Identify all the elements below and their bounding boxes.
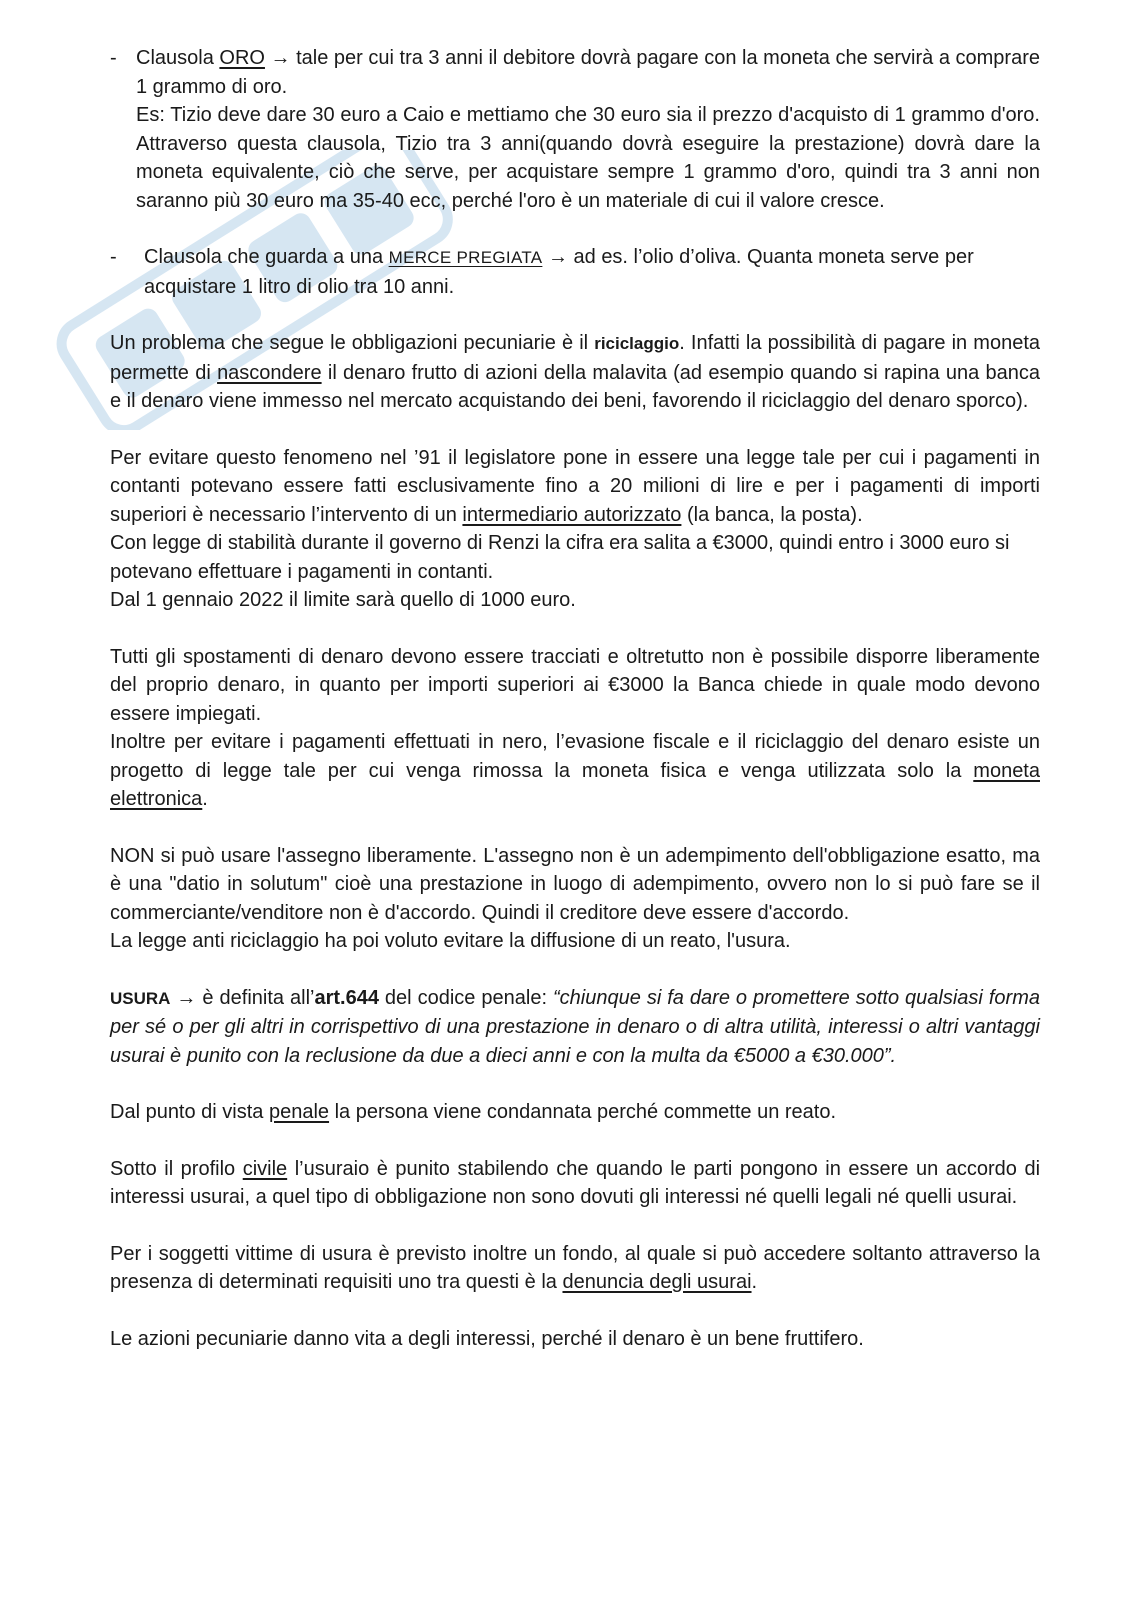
paragraph-usura: USURA → è definita all’art.644 del codice penale: “chiunque si fa dare o promettere sotto qualsiasi forma per sé o per gli altri in corrispettivo di una prestazione in denaro o di altra utilità, interessi o altri vantaggi usurai è punito con la reclusione da due a dieci anni e con la multa da €5000 a €30.000”. bbox=[110, 986, 1040, 1067]
term-moneta-elettronica: moneta elettronica bbox=[110, 759, 1040, 810]
paragraph-riciclaggio: Un problema che segue le obbligazioni pecuniarie è il riciclaggio. Infatti la possibilità di pagare in moneta permette di nascondere il denaro frutto di azioni della malavita (ad esempio quando si rapina una banca e il denaro viene immesso nel mercato acquistando dei beni, favorendo il riciclaggio del denaro sporco). bbox=[110, 332, 1040, 412]
term-usura: USURA bbox=[110, 988, 171, 1008]
arrow-icon: → bbox=[170, 986, 197, 1009]
term-civile: civile bbox=[242, 1157, 288, 1180]
paragraph-legge-91: Per evitare questo fenomeno nel ’91 il legislatore pone in essere una legge tale per cui i pagamenti in contanti potevano essere fatti esclusivamente fino a 20 milioni di lire e per i pagamenti di importi superiori è necessario l’intervento di un intermediario autorizzato (la banca, la posta). bbox=[110, 446, 1040, 526]
paragraph-moneta-elettronica: Inoltre per evitare i pagamenti effettuati in nero, l’evasione fiscale e il riciclaggio del denaro esiste un progetto di legge tale per cui venga rimossa la moneta fisica e venga utilizzata solo la moneta elettronica. bbox=[110, 731, 1040, 810]
document-page bbox=[110, 44, 1040, 1353]
term-denuncia: denuncia degli usurai bbox=[562, 1271, 752, 1293]
list-item-clausola-oro bbox=[110, 44, 1040, 215]
term-riciclaggio: riciclaggio bbox=[594, 334, 680, 353]
paragraph-legge-2022: Dal 1 gennaio 2022 il limite sarà quello di 1000 euro. bbox=[110, 589, 576, 611]
clausola-oro-example: Es: Tizio deve dare 30 euro a Caio e mettiamo che 30 euro sia il prezzo d'acquisto di 1 grammo d'oro. Attraverso questa clausola, Tizio tra 3 anni(quando dovrà eseguire la prestazione) dovrà dare la moneta equivalente, ciò che serve, per acquistare sempre 1 grammo d'oro, quindi tra 3 anni non saranno più 30 euro ma 35-40 ecc, perché l'oro è un materiale di cui il valore cresce. bbox=[136, 104, 1040, 212]
list-item-merce-pregiata bbox=[110, 243, 1040, 301]
merce-pregiata-text: Clausola che guarda a una MERCE PREGIATA → ad es. l’olio d’oliva. Quanta moneta serve per acquistare 1 litro di olio tra 10 anni. bbox=[144, 246, 974, 298]
term-art644: art.644 bbox=[314, 986, 379, 1009]
paragraph-civile: Sotto il profilo civile l’usuraio è punito stabilendo che quando le parti pongono in essere un accordo di interessi usurai, a quel tipo di obbligazione non sono dovuti gli interessi né quelli legali né quelli usurai. bbox=[110, 1157, 1041, 1208]
paragraph-fondo: Per i soggetti vittime di usura è previsto inoltre un fondo, al quale si può accedere soltanto attraverso la presenza di determinati requisiti uno tra questi è la denuncia degli usurai. bbox=[110, 1242, 1040, 1293]
clausola-oro-text: Clausola ORO → tale per cui tra 3 anni il debitore dovrà pagare con la moneta che servirà a comprare 1 grammo di oro. bbox=[136, 47, 1040, 98]
paragraph-legge-renzi: Con legge di stabilità durante il governo di Renzi la cifra era salita a €3000, quindi entro i 3000 euro si potevano effettuare i pagamenti in contanti. bbox=[110, 532, 1010, 583]
paragraph-penale: Dal punto di vista penale la persona viene condannata perché commette un reato. bbox=[110, 1101, 837, 1123]
paragraph-azioni-pecuniarie: Le azioni pecuniarie danno vita a degli interessi, perché il denaro è un bene fruttifero. bbox=[110, 1327, 864, 1350]
term-oro: ORO bbox=[219, 47, 265, 69]
paragraph-anti-riciclaggio: La legge anti riciclaggio ha poi voluto evitare la diffusione di un reato, l'usura. bbox=[110, 930, 791, 952]
arrow-icon: → bbox=[270, 47, 291, 69]
paragraph-spostamenti: Tutti gli spostamenti di denaro devono essere tracciati e oltretutto non è possibile disporre liberamente del proprio denaro, in quanto per importi superiori ai €3000 la Banca chiede in quale modo devono essere impiegati. bbox=[110, 645, 1040, 725]
list-dash: - bbox=[110, 246, 117, 268]
list-dash: - bbox=[110, 47, 117, 69]
quote-art644: “chiunque si fa dare o promettere sotto qualsiasi forma per sé o per gli altri in corrispettivo di una prestazione in denaro o di altra utilità, interessi o altri vantaggi usurai è punito con la reclusione da due a dieci anni e con la multa da €5000 a €30.000”. bbox=[110, 986, 1040, 1067]
term-merce-pregiata: MERCE PREGIATA bbox=[388, 248, 543, 267]
term-intermediario: intermediario autorizzato bbox=[462, 503, 682, 526]
term-penale: penale bbox=[268, 1101, 330, 1123]
paragraph-assegno: NON si può usare l'assegno liberamente. L'assegno non è un adempimento dell'obbligazione esatto, ma è una "datio in solutum" cioè una prestazione in luogo di adempimento, ovvero non lo si può fare se il commerciante/venditore non è d'accordo. Quindi il creditore deve essere d'accordo. bbox=[110, 844, 1040, 924]
term-nascondere: nascondere bbox=[217, 361, 322, 384]
arrow-icon: → bbox=[547, 246, 568, 268]
